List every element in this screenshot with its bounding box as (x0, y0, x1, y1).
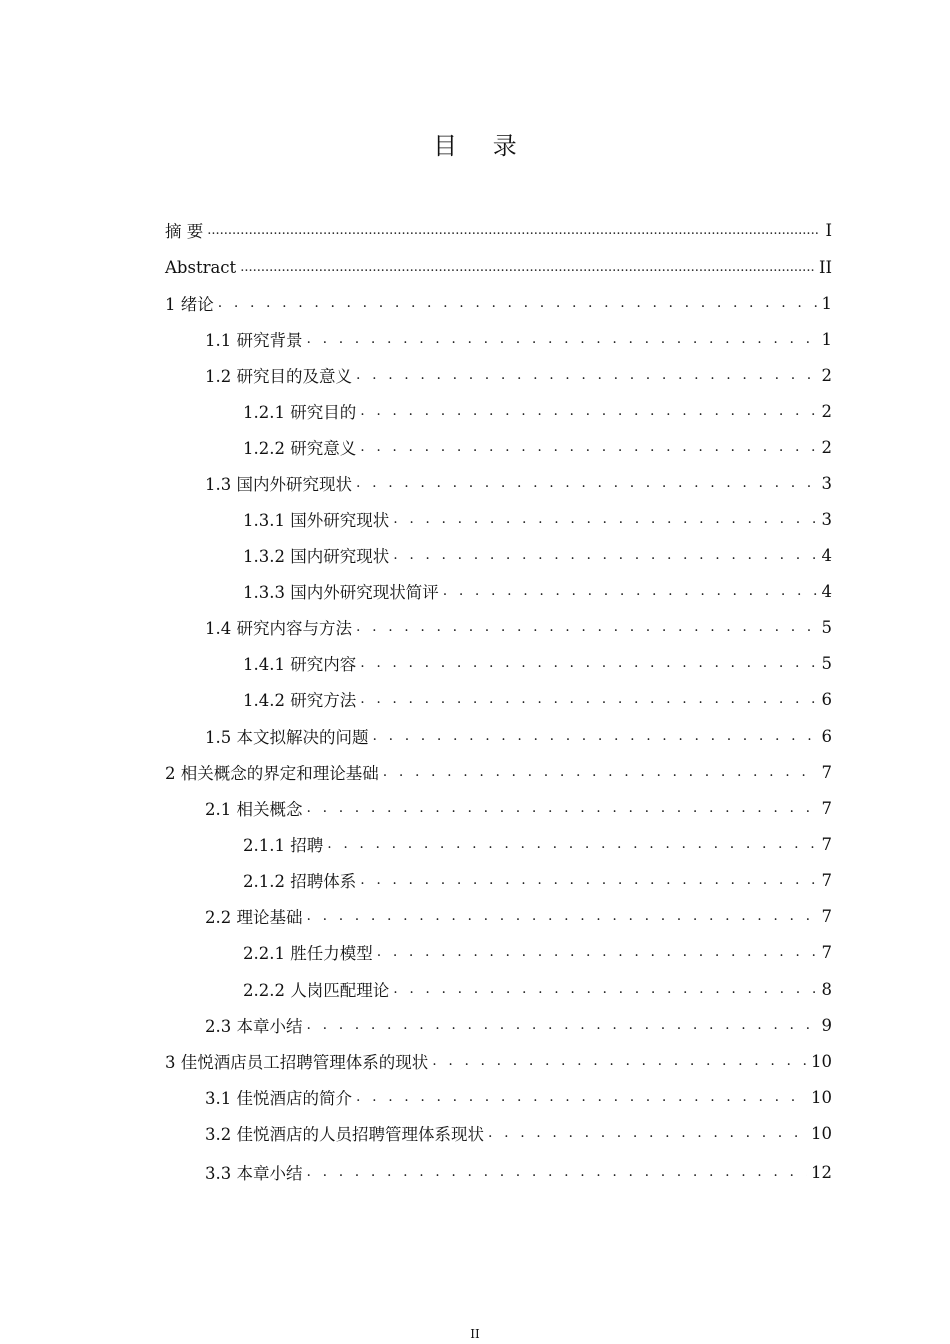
page-number: II (470, 1327, 480, 1341)
toc-entry-label: 2.2.2 人岗匹配理论 (243, 981, 390, 1000)
toc-entry-page: I (825, 220, 832, 240)
toc-entry-2-3[interactable] (205, 1013, 832, 1037)
toc-entry-1-4[interactable] (205, 615, 832, 639)
dot-leader (327, 836, 817, 852)
toc-entry-page: 6 (821, 689, 832, 709)
toc-entry-page: 4 (821, 581, 832, 601)
dot-leader (360, 655, 817, 671)
toc-entry-1-3-1[interactable] (243, 507, 832, 531)
toc-entry-label: 3 佳悦酒店员工招聘管理体系的现状 (165, 1053, 429, 1072)
toc-entry-1-1[interactable] (205, 327, 832, 351)
toc-entry-abstract-en[interactable] (165, 255, 832, 279)
toc-entry-label: 2.1.2 招聘体系 (243, 872, 357, 891)
toc-entry-page: 8 (821, 979, 832, 999)
toc-entry-page: 1 (821, 293, 832, 313)
dot-leader (393, 511, 817, 527)
toc-entry-page: 2 (821, 365, 832, 385)
toc-entry-1-2[interactable] (205, 363, 832, 387)
toc-entry-page: 7 (821, 762, 832, 782)
dot-leader (393, 547, 817, 563)
dot-leader (360, 691, 817, 707)
toc-entry-label: 1.3.1 国外研究现状 (243, 511, 390, 530)
toc-entry-1-3-3[interactable] (243, 579, 832, 603)
toc-entry-2-2-2[interactable] (243, 977, 832, 1001)
toc-entry-page: II (818, 257, 832, 277)
toc-entry-1-4-1[interactable] (243, 651, 832, 675)
toc-entry-2-2[interactable] (205, 904, 832, 928)
toc-entry-1[interactable] (165, 291, 832, 315)
dot-leader (307, 331, 818, 347)
toc-entry-label: 2.2 理论基础 (205, 908, 303, 927)
toc-entry-1-3[interactable] (205, 471, 832, 495)
toc-entry-label: 1.4.2 研究方法 (243, 691, 357, 710)
toc-entry-label: 1.5 本文拟解决的问题 (205, 728, 369, 747)
toc-entry-2-1-1[interactable] (243, 832, 832, 856)
toc-entry-page: 10 (811, 1051, 832, 1071)
dot-leader (383, 764, 818, 780)
dot-leader (307, 1017, 818, 1033)
dot-leader (360, 439, 817, 455)
toc-entry-label: 3.3 本章小结 (205, 1164, 303, 1183)
toc-entry-page: 2 (821, 401, 832, 421)
toc-entry-2-1[interactable] (205, 796, 832, 820)
toc-entry-label: 2 相关概念的界定和理论基础 (165, 764, 379, 783)
toc-entry-label: Abstract (165, 257, 237, 277)
toc-entry-1-2-1[interactable] (243, 399, 832, 423)
toc-entry-page: 7 (821, 834, 832, 854)
dot-leader (356, 619, 818, 635)
toc-entry-page: 6 (821, 726, 832, 746)
toc-entry-2[interactable] (165, 760, 832, 784)
toc-entry-label: 1.3.3 国内外研究现状简评 (243, 583, 439, 602)
dot-leader (207, 223, 818, 238)
dot-leader (443, 583, 818, 599)
dot-leader (393, 981, 817, 997)
toc-entry-page: 1 (821, 329, 832, 349)
toc-entry-page: 7 (821, 906, 832, 926)
toc-entry-label: 1.2.1 研究目的 (243, 403, 357, 422)
toc-entry-3-2[interactable] (205, 1121, 832, 1145)
dot-leader (218, 295, 818, 311)
toc-entry-label: 1.3.2 国内研究现状 (243, 547, 390, 566)
toc-entry-label: 2.1 相关概念 (205, 800, 303, 819)
toc-entry-label: 2.1.1 招聘 (243, 836, 324, 855)
toc-entry-page: 7 (821, 942, 832, 962)
dot-leader (360, 403, 817, 419)
toc-entry-page: 12 (811, 1162, 832, 1182)
toc-entry-abstract-cn[interactable] (165, 218, 832, 242)
toc-entry-label: 3.2 佳悦酒店的人员招聘管理体系现状 (205, 1125, 484, 1144)
toc-entry-page: 7 (821, 870, 832, 890)
toc-entry-label: 2.2.1 胜任力模型 (243, 944, 373, 963)
dot-leader (307, 908, 818, 924)
toc-entry-1-5[interactable] (205, 724, 832, 748)
toc-entry-1-4-2[interactable] (243, 687, 832, 711)
dot-leader (373, 728, 818, 744)
toc-entry-label: 1.2.2 研究意义 (243, 439, 357, 458)
toc-entry-3-1[interactable] (205, 1085, 832, 1109)
page-title: 目 录 (433, 132, 531, 160)
dot-leader (377, 944, 818, 960)
toc-entry-label: 1.2 研究目的及意义 (205, 367, 352, 386)
toc-entry-1-2-2[interactable] (243, 435, 832, 459)
toc-entry-page: 2 (821, 437, 832, 457)
dot-leader (356, 1089, 807, 1105)
dot-leader (432, 1053, 807, 1069)
toc-entry-3-3[interactable] (205, 1160, 832, 1184)
toc-entry-label: 摘 要 (165, 222, 204, 241)
toc-entry-page: 5 (821, 617, 832, 637)
toc-entry-2-2-1[interactable] (243, 940, 832, 964)
dot-leader (356, 475, 818, 491)
toc-entry-page: 10 (811, 1087, 832, 1107)
toc-entry-page: 9 (821, 1015, 832, 1035)
toc-entry-page: 3 (821, 473, 832, 493)
toc-entry-3[interactable] (165, 1049, 832, 1073)
toc-entry-2-1-2[interactable] (243, 868, 832, 892)
dot-leader (360, 872, 817, 888)
toc-entry-page: 4 (821, 545, 832, 565)
toc-entry-label: 3.1 佳悦酒店的简介 (205, 1089, 352, 1108)
toc-entry-page: 10 (811, 1123, 832, 1143)
toc-entry-label: 1.1 研究背景 (205, 331, 303, 350)
toc-entry-label: 1.4.1 研究内容 (243, 655, 357, 674)
toc-entry-1-3-2[interactable] (243, 543, 832, 567)
dot-leader (307, 1164, 808, 1180)
dot-leader (488, 1125, 807, 1141)
dot-leader (307, 800, 818, 816)
toc-entry-label: 1.3 国内外研究现状 (205, 475, 352, 494)
toc-entry-page: 7 (821, 798, 832, 818)
toc-entry-page: 5 (821, 653, 832, 673)
toc-entry-label: 1.4 研究内容与方法 (205, 619, 352, 638)
toc-entry-label: 2.3 本章小结 (205, 1017, 303, 1036)
dot-leader (240, 260, 815, 275)
dot-leader (356, 367, 818, 383)
toc-entry-label: 1 绪论 (165, 295, 214, 314)
toc-entry-page: 3 (821, 509, 832, 529)
